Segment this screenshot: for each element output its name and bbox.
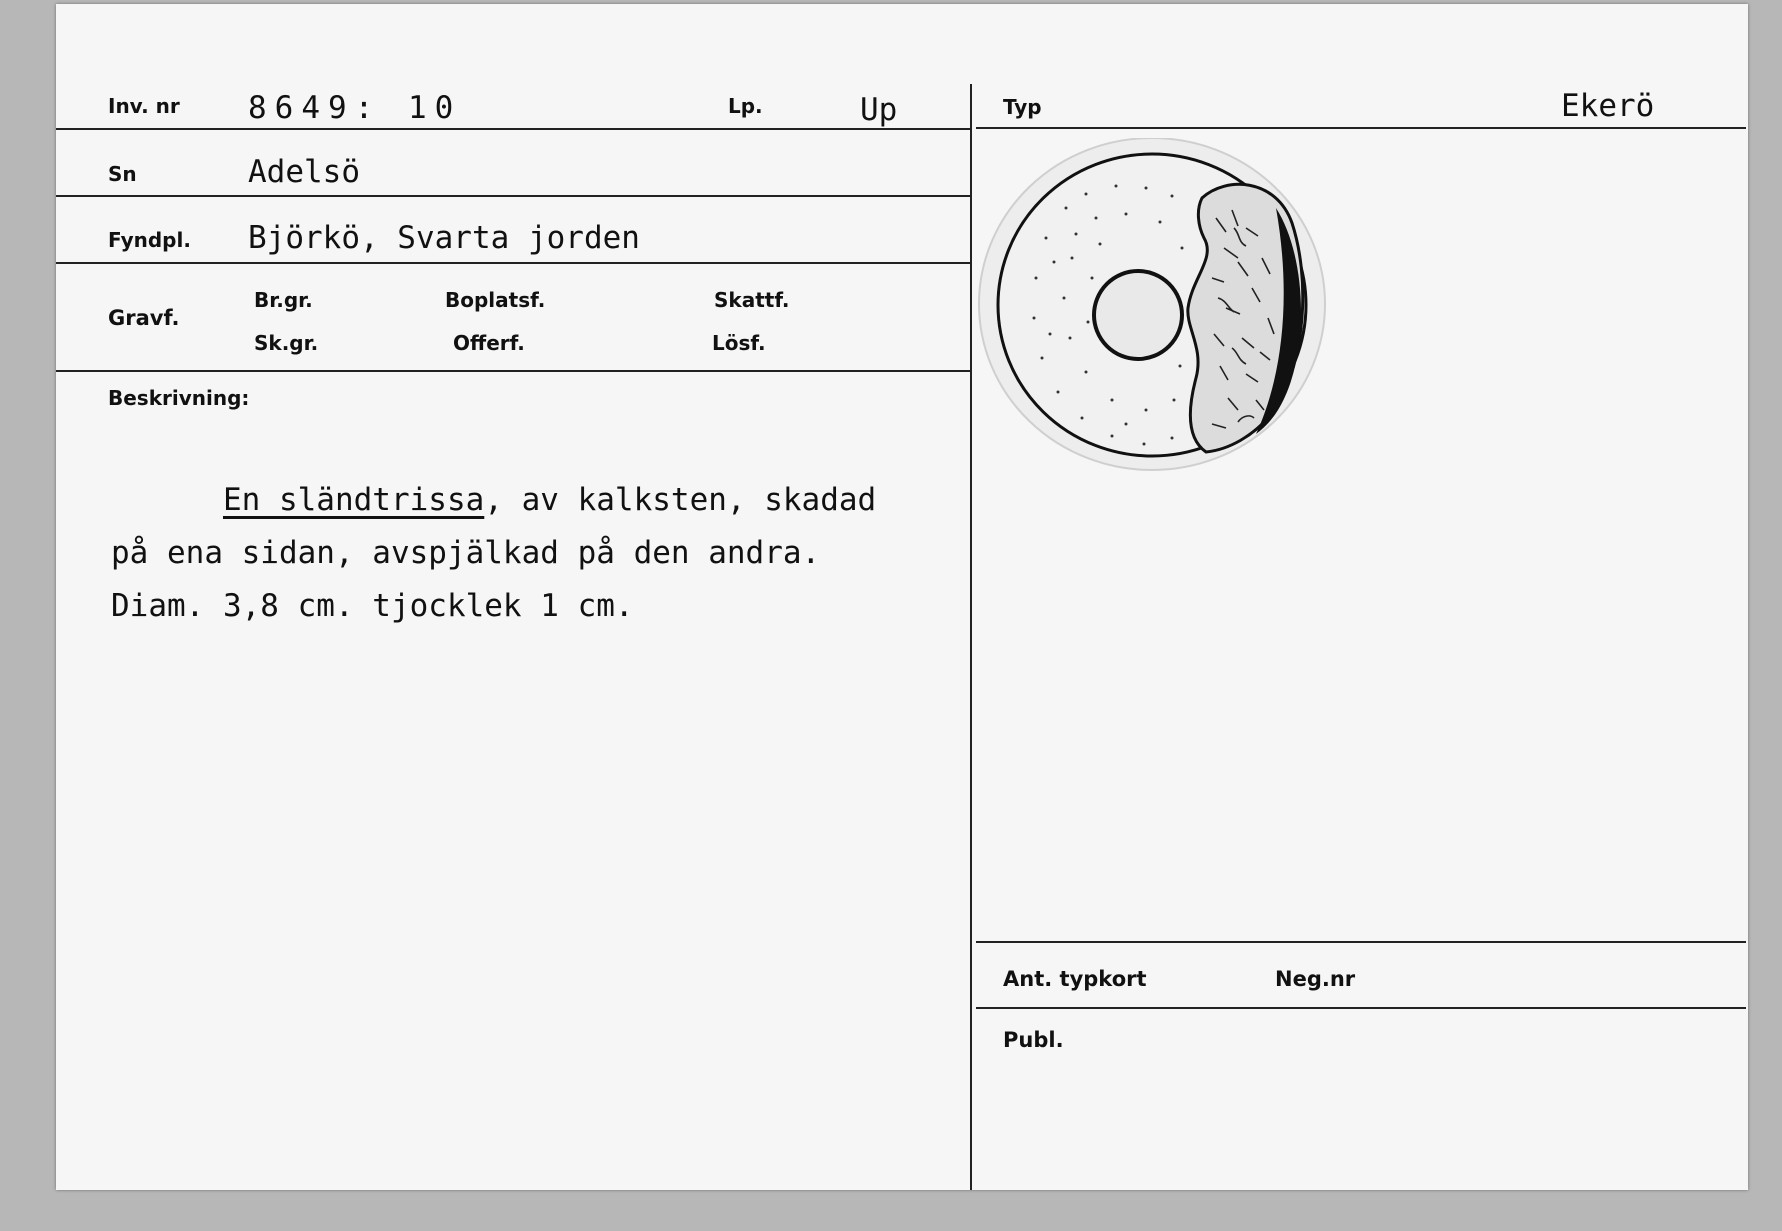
label-boplatsf: Boplatsf.	[445, 288, 546, 312]
label-sk-gr: Sk.gr.	[254, 331, 319, 355]
description-line-2: på ena sidan, avspjälkad på den andra.	[111, 535, 821, 571]
label-losf: Lösf.	[712, 331, 766, 355]
label-br-gr: Br.gr.	[254, 288, 313, 312]
description-line-1: , av kalksten, skadad	[484, 482, 877, 518]
description-text	[111, 474, 876, 633]
label-skattf: Skattf.	[714, 288, 790, 312]
value-typ: Ekerö	[1561, 88, 1655, 124]
label-inv-nr: Inv. nr	[108, 94, 180, 118]
description-keyword: En sländtrissa	[222, 482, 485, 518]
label-publ: Publ.	[1003, 1028, 1064, 1052]
rule-header	[56, 128, 971, 130]
rule-sn	[56, 195, 971, 197]
spindle-whorl-drawing	[976, 138, 1336, 478]
rule-header-right	[976, 127, 1746, 129]
rule-ant-typkort	[976, 941, 1746, 943]
rule-fyndpl	[56, 262, 971, 264]
value-fyndpl: Björkö, Svarta jorden	[248, 220, 640, 256]
label-ant-typkort: Ant. typkort	[1003, 967, 1147, 991]
label-sn: Sn	[108, 162, 137, 186]
label-typ: Typ	[1003, 95, 1042, 119]
label-lp: Lp.	[728, 94, 763, 118]
column-divider	[970, 84, 972, 1190]
value-sn: Adelsö	[248, 154, 360, 190]
value-lp: Up	[860, 92, 898, 128]
label-offerf: Offerf.	[453, 331, 525, 355]
catalog-card	[56, 4, 1748, 1190]
label-gravf: Gravf.	[108, 306, 180, 330]
description-line-3: Diam. 3,8 cm. tjocklek 1 cm.	[111, 588, 634, 624]
label-neg-nr: Neg.nr	[1275, 967, 1356, 991]
label-beskrivning: Beskrivning:	[108, 386, 250, 410]
rule-neg-nr	[976, 1007, 1746, 1009]
rule-gravf	[56, 370, 971, 372]
label-fyndpl: Fyndpl.	[108, 228, 191, 252]
value-inv-nr: 8649: 10	[248, 90, 462, 126]
